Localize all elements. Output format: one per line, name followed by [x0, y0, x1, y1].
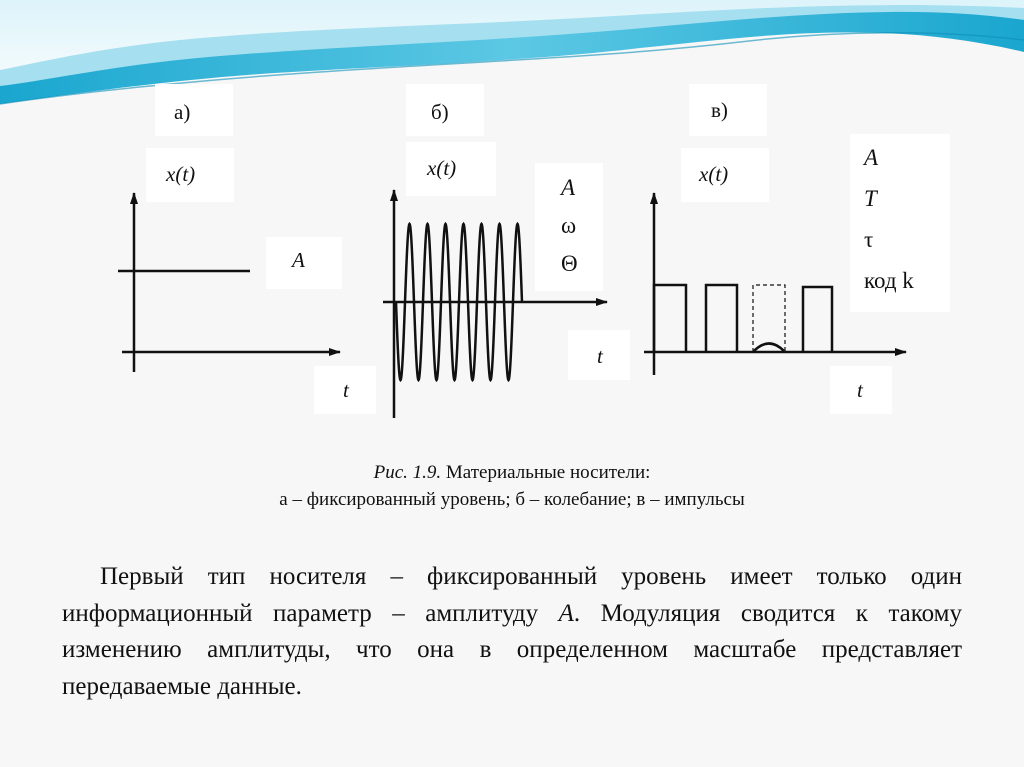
pulse-1: [654, 285, 686, 352]
body-text-part-2: . Модуляция сводится к такому изменению амплитуды, что она в определенном масштабе представляет передаваемые данные.: [62, 599, 962, 700]
panel-b-param-frequency: ω: [561, 213, 577, 238]
panel-v-time-label: t: [857, 378, 863, 402]
body-paragraph: [62, 559, 962, 705]
panel-b-signal-label: x(t): [427, 156, 457, 180]
caption-title: Материальные носители:: [445, 462, 651, 483]
caption-line-2: а – фиксированный уровень; б – колебание; в – импульсы: [279, 489, 745, 510]
panel-v-param-amplitude: A: [864, 145, 879, 170]
panel-v-params: [864, 137, 914, 301]
caption-line-1: [100, 459, 924, 486]
label-boxes: [146, 84, 950, 414]
panel-v-param-code: код k: [864, 268, 914, 293]
body-variable-A: A: [558, 599, 574, 627]
pulse-missing-bump: [754, 344, 784, 352]
pulse-4: [803, 287, 832, 352]
pulse-2: [706, 285, 737, 352]
panel-b-params: [561, 169, 578, 283]
panel-a-letter: а): [174, 100, 191, 124]
panel-v-param-period: T: [864, 186, 877, 211]
panel-b-param-phase: Θ: [561, 251, 578, 276]
panel-a-signal-label: x(t): [166, 162, 196, 186]
body-text-part-1: Первый тип носителя – фиксированный уровень имеет только один информационный параметр – амплитуду: [62, 563, 962, 627]
panel-v-param-duration: τ: [864, 227, 874, 252]
panel-b-time-label: t: [597, 344, 603, 368]
figure-caption: [100, 459, 924, 513]
panel-b-sine-wave: [396, 224, 522, 380]
panel-b-param-amplitude: A: [561, 175, 576, 200]
panel-a-time-label: t: [343, 378, 349, 402]
panel-v-signal-label: x(t): [699, 162, 729, 186]
panel-v-letter: в): [711, 98, 728, 122]
pulse-missing-dashed: [753, 285, 785, 352]
panel-b-letter: б): [431, 100, 449, 124]
caption-figure-ref: Рис. 1.9.: [373, 462, 442, 483]
panel-a-amplitude-label: A: [292, 248, 305, 272]
